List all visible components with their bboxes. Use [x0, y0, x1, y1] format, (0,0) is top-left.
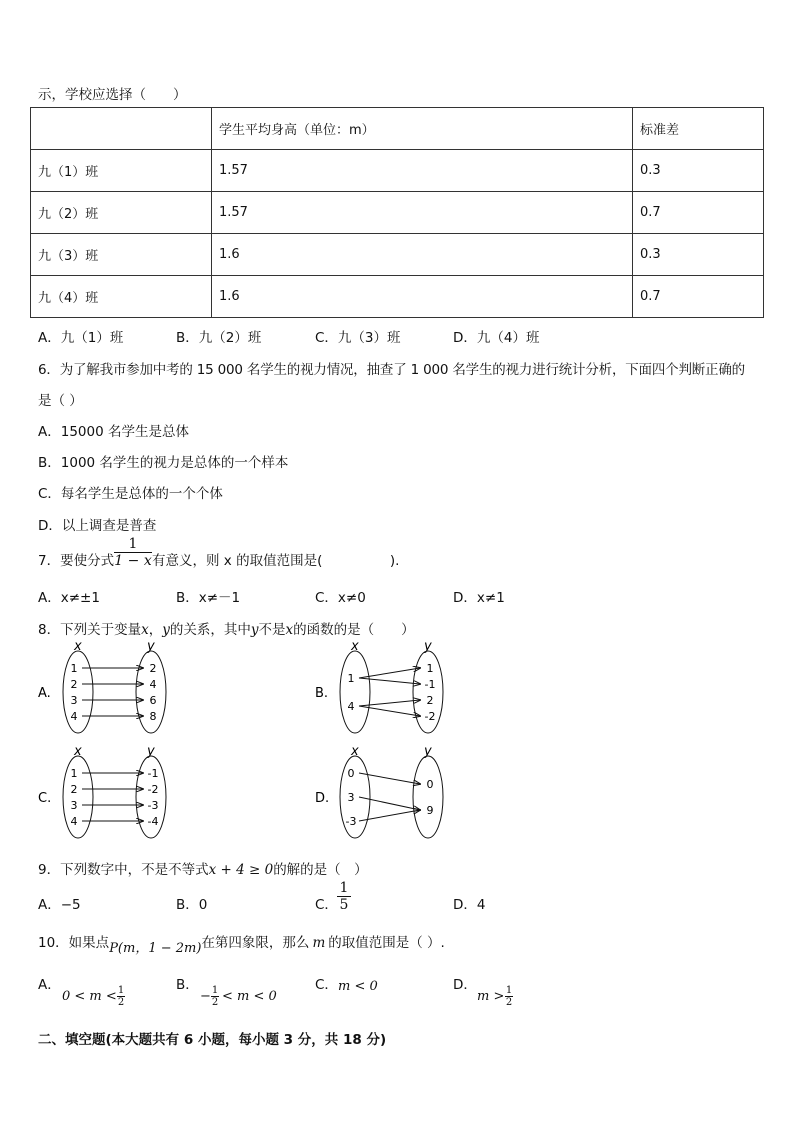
q9-option-d: D．4	[453, 897, 486, 913]
table-cell: 0.7	[633, 192, 764, 234]
q8-y-value: 2	[426, 694, 434, 707]
q9-stem	[38, 858, 368, 878]
q8-y-value: 8	[149, 710, 157, 723]
q8-x-value: 1	[70, 767, 78, 780]
q10-option-c-label: C．	[315, 977, 338, 993]
q8-var-y2: y	[250, 622, 259, 638]
table-cell: 九（3）班	[31, 234, 212, 276]
q8-x-value: 3	[70, 694, 78, 707]
table-row	[31, 276, 764, 318]
q10-stem-mid: 在第四象限，那么	[201, 935, 310, 951]
q10-option-c-expr: m < 0	[338, 979, 378, 994]
q8-stem-b: 的关系，其中	[169, 622, 251, 638]
table-cell: 九（4）班	[31, 276, 212, 318]
q8-y-value: 6	[149, 694, 157, 707]
q8-axis-y-label: y	[424, 744, 432, 759]
q9-option-b: B．0	[176, 897, 208, 913]
q9-inequality: x + 4 ≥ 0	[208, 862, 274, 878]
table-header-cell: 标准差	[633, 108, 764, 150]
q6-option-b: B．1000 名学生的视力是总体的一个样本	[38, 455, 289, 471]
table-cell: 0.7	[633, 276, 764, 318]
q8-y-value: -2	[147, 783, 159, 796]
q10-stem	[38, 931, 445, 956]
q10-d-half-num: 1	[505, 985, 513, 996]
q10-option-d-half	[505, 985, 513, 1008]
q8-domain-ellipse	[340, 651, 370, 733]
q10-option-b-half	[211, 985, 219, 1008]
q8-var-x2: x	[285, 622, 294, 638]
q8-axis-x-label: x	[74, 639, 82, 654]
table-cell: 九（1）班	[31, 150, 212, 192]
question-5-stem-tail: 示，学校应选择（ ）	[38, 87, 187, 103]
table-cell: 1.6	[212, 234, 633, 276]
q8-range-ellipse	[413, 756, 443, 838]
height-table	[30, 107, 764, 318]
q8-mapping-arrow	[359, 797, 420, 810]
q8-y-value: 0	[426, 778, 434, 791]
table-cell: 1.57	[212, 150, 633, 192]
q7-stem-post: 有意义，则 x 的取值范围是( ).	[152, 553, 400, 569]
q8-y-value: -4	[147, 815, 159, 828]
q10-d-half-den: 2	[505, 997, 513, 1008]
q8-x-value: 3	[70, 799, 78, 812]
q8-sep: ，	[148, 622, 163, 638]
table-header-cell	[31, 108, 212, 150]
q8-x-value: 0	[347, 767, 355, 780]
q8-axis-x-label: x	[351, 639, 359, 654]
q8-y-value: 2	[149, 662, 157, 675]
q8-axis-x-label: x	[351, 744, 359, 759]
table-header-row	[31, 108, 764, 150]
table-cell: 0.3	[633, 150, 764, 192]
q9-stem-post: 的解的是（ ）	[273, 862, 368, 878]
q8-stem-a: 8．下列关于变量	[38, 622, 142, 638]
q8-var-x: x	[141, 622, 149, 638]
q10-option-a-half	[117, 985, 125, 1008]
q8-y-value: -2	[424, 710, 436, 723]
q8-x-value: 4	[347, 700, 355, 713]
q10-stem-pre: 10．如果点	[38, 935, 110, 951]
table-cell: 1.57	[212, 192, 633, 234]
table-header-cell: 学生平均身高（单位：m）	[212, 108, 633, 150]
q7-frac-denominator: 1 − x	[114, 553, 152, 569]
q8-diagram-label: A.	[38, 686, 51, 701]
table-cell: 1.6	[212, 276, 633, 318]
q8-x-value: 4	[70, 710, 78, 723]
q9-c-numerator: 1	[339, 880, 349, 896]
q6-stem-line2: 是（ ）	[38, 393, 83, 409]
q10-option-d-expr: m >	[477, 989, 505, 1004]
q10-option-a-expr: 0 < m <	[62, 989, 117, 1004]
q10-b-half-num: 1	[211, 985, 219, 996]
q6-option-c: C．每名学生是总体的一个个体	[38, 486, 223, 502]
q6-stem-line1: 6．为了解我市参加中考的 15 000 名学生的视力情况，抽查了 1 000 名学生的视力进行统计分析，下面四个判断正确的	[38, 362, 745, 378]
q8-domain-ellipse	[63, 756, 93, 838]
q10-option-b-expr: < m < 0	[222, 989, 277, 1004]
table-row	[31, 192, 764, 234]
q8-x-value: 4	[70, 815, 78, 828]
q5-option-d: D．九（4）班	[453, 330, 540, 346]
q10-a-half-num: 1	[117, 985, 125, 996]
table-row	[31, 150, 764, 192]
q8-x-value: -3	[345, 815, 357, 828]
q8-diagram-label: D.	[315, 791, 330, 806]
q7-option-d: D．x≠1	[453, 590, 505, 606]
q7-option-a: A．x≠±1	[38, 590, 100, 606]
q8-diagram-label: C.	[38, 791, 52, 806]
q8-axis-y-label: y	[424, 639, 432, 654]
q8-x-value: 2	[70, 678, 78, 691]
q9-option-a: A．−5	[38, 897, 81, 913]
q6-option-a: A．15000 名学生是总体	[38, 424, 189, 440]
q8-y-value: -1	[147, 767, 159, 780]
table-row	[31, 234, 764, 276]
q8-var-y: y	[162, 622, 170, 638]
section-heading-fill-in: 二、填空题(本大题共有 6 小题，每小题 3 分，共 18 分)	[38, 1032, 387, 1048]
q8-stem-c: 不是	[258, 622, 286, 638]
q8-x-value: 1	[70, 662, 78, 675]
q8-y-value: 4	[149, 678, 157, 691]
q10-a-half-den: 2	[117, 997, 125, 1008]
q5-option-b: B．九（2）班	[176, 330, 262, 346]
q8-mapping-arrow	[359, 678, 420, 684]
q10-option-b-label: B．	[176, 977, 199, 993]
q10-option-b-minus: −	[200, 989, 211, 1004]
q10-b-half-den: 2	[211, 997, 219, 1008]
q6-option-d: D．以上调查是普查	[38, 518, 157, 534]
q8-axis-y-label: y	[147, 639, 155, 654]
q7-fraction	[114, 536, 152, 569]
q8-axis-y-label: y	[147, 744, 155, 759]
q9-stem-pre: 9．下列数字中，不是不等式	[38, 862, 209, 878]
q8-y-value: -3	[147, 799, 159, 812]
q9-c-denominator: 5	[337, 896, 351, 913]
q8-x-value: 2	[70, 783, 78, 796]
table-cell: 九（2）班	[31, 192, 212, 234]
q7-option-b: B．x≠－1	[176, 590, 241, 606]
q7-option-c: C．x≠0	[315, 590, 366, 606]
q8-x-value: 1	[347, 672, 355, 685]
q5-option-c: C．九（3）班	[315, 330, 401, 346]
q8-y-value: -1	[424, 678, 436, 691]
q10-var-m: m	[312, 935, 326, 951]
q10-stem-post: 的取值范围是（ ）.	[328, 935, 445, 951]
q10-option-d-label: D．	[453, 977, 477, 993]
q8-y-value: 9	[426, 804, 434, 817]
q5-option-a: A．九（1）班	[38, 330, 124, 346]
q9-option-c-fraction	[337, 880, 351, 913]
q8-diagram-label: B.	[315, 686, 329, 701]
q7-frac-numerator: 1	[128, 536, 138, 552]
q10-option-a-label: A．	[38, 977, 61, 993]
q8-y-value: 1	[426, 662, 434, 675]
q8-domain-ellipse	[63, 651, 93, 733]
q8-mapping-arrow	[359, 700, 420, 706]
q8-stem-d: 的函数的是（ ）	[293, 622, 415, 638]
q8-mapping-diagrams	[0, 635, 793, 850]
q8-axis-x-label: x	[74, 744, 82, 759]
table-cell: 0.3	[633, 234, 764, 276]
q8-x-value: 3	[347, 791, 355, 804]
q9-option-c: C．	[315, 897, 338, 913]
q7-stem-pre: 7．要使分式	[38, 553, 115, 569]
q10-point: P(m，1 − 2m)	[109, 941, 202, 956]
